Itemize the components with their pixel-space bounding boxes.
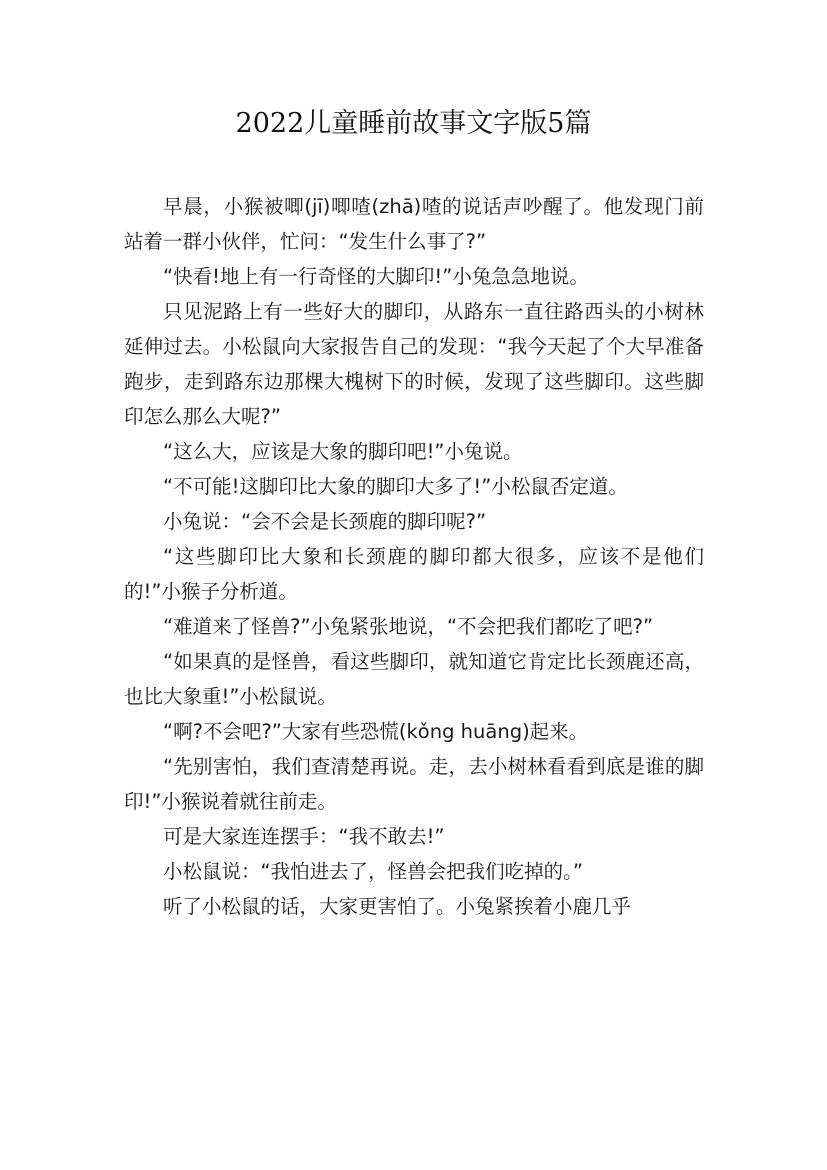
- paragraph: “这些脚印比大象和长颈鹿的脚印都大很多，应该不是他们的!”小猴子分析道。: [124, 545, 704, 603]
- paragraph: 早晨，小猴被唧(jī)唧喳(zhā)喳的说话声吵醒了。他发现门前站着一群小伙伴，忙问：“发生什么事了?”: [124, 195, 704, 253]
- paragraph: “快看!地上有一行奇怪的大脚印!”小兔急急地说。: [163, 265, 589, 288]
- paragraph: 只见泥路上有一些好大的脚印，从路东一直往路西头的小树林延伸过去。小松鼠向大家报告自己的发现：“我今天起了个大早准备跑步，走到路东边那棵大槐树下的时候，发现了这些脚印。这些脚印怎么那么大呢?”: [124, 300, 704, 428]
- paragraph: “不可能!这脚印比大象的脚印大多了!”小松鼠否定道。: [163, 475, 628, 498]
- paragraph: “先别害怕，我们查清楚再说。走，去小树林看看到底是谁的脚印!”小猴说着就往前走。: [124, 755, 704, 813]
- paragraph: “如果真的是怪兽，看这些脚印，就知道它肯定比长颈鹿还高，也比大象重!”小松鼠说。: [124, 650, 704, 708]
- paragraph: “啊?不会吧?”大家有些恐慌(kǒng huāng)起来。: [163, 720, 589, 743]
- paragraph: 小兔说：“会不会是长颈鹿的脚印呢?”: [163, 510, 487, 533]
- document-body: [124, 189, 704, 924]
- paragraph: 可是大家连连摆手：“我不敢去!”: [163, 825, 445, 848]
- paragraph: 小松鼠说：“我怕进去了，怪兽会把我们吃掉的。”: [163, 860, 583, 883]
- document-title: 2022儿童睡前故事文字版5篇: [235, 108, 592, 139]
- paragraph: “难道来了怪兽?”小兔紧张地说，“不会把我们都吃了吧?”: [163, 615, 654, 638]
- paragraph: 听了小松鼠的话，大家更害怕了。小兔紧挨着小鹿几乎: [163, 895, 632, 918]
- paragraph: “这么大，应该是大象的脚印吧!”小兔说。: [163, 440, 523, 463]
